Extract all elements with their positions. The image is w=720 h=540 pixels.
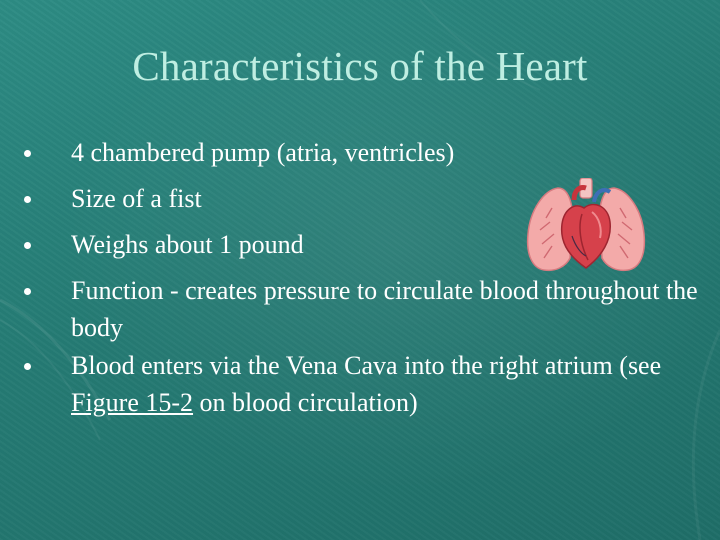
slide-title: Characteristics of the Heart — [132, 43, 588, 89]
bullet-text-before-link: Blood enters via the Vena Cava into the right atrium (see — [71, 351, 662, 380]
bullet-item — [24, 272, 704, 346]
bullet-text-after-link: on blood circulation) — [193, 388, 418, 417]
bullet-text: Weighs about 1 pound — [71, 230, 304, 259]
bullet-text: Size of a fist — [71, 184, 202, 213]
bullet-dot-icon — [24, 363, 31, 370]
figure-link[interactable]: Figure 15-2 — [71, 388, 194, 417]
bullet-item — [24, 347, 704, 421]
heart-and-lungs-icon — [522, 178, 650, 274]
bullet-dot-icon — [24, 242, 31, 249]
bullet-dot-icon — [24, 150, 31, 157]
bullet-dot-icon — [24, 196, 31, 203]
bullet-text: Function - creates pressure to circulate blood throughout the body — [71, 276, 698, 342]
bullet-text: 4 chambered pump (atria, ventricles) — [71, 138, 455, 167]
bullet-item — [24, 134, 704, 171]
bullet-dot-icon — [24, 288, 31, 295]
